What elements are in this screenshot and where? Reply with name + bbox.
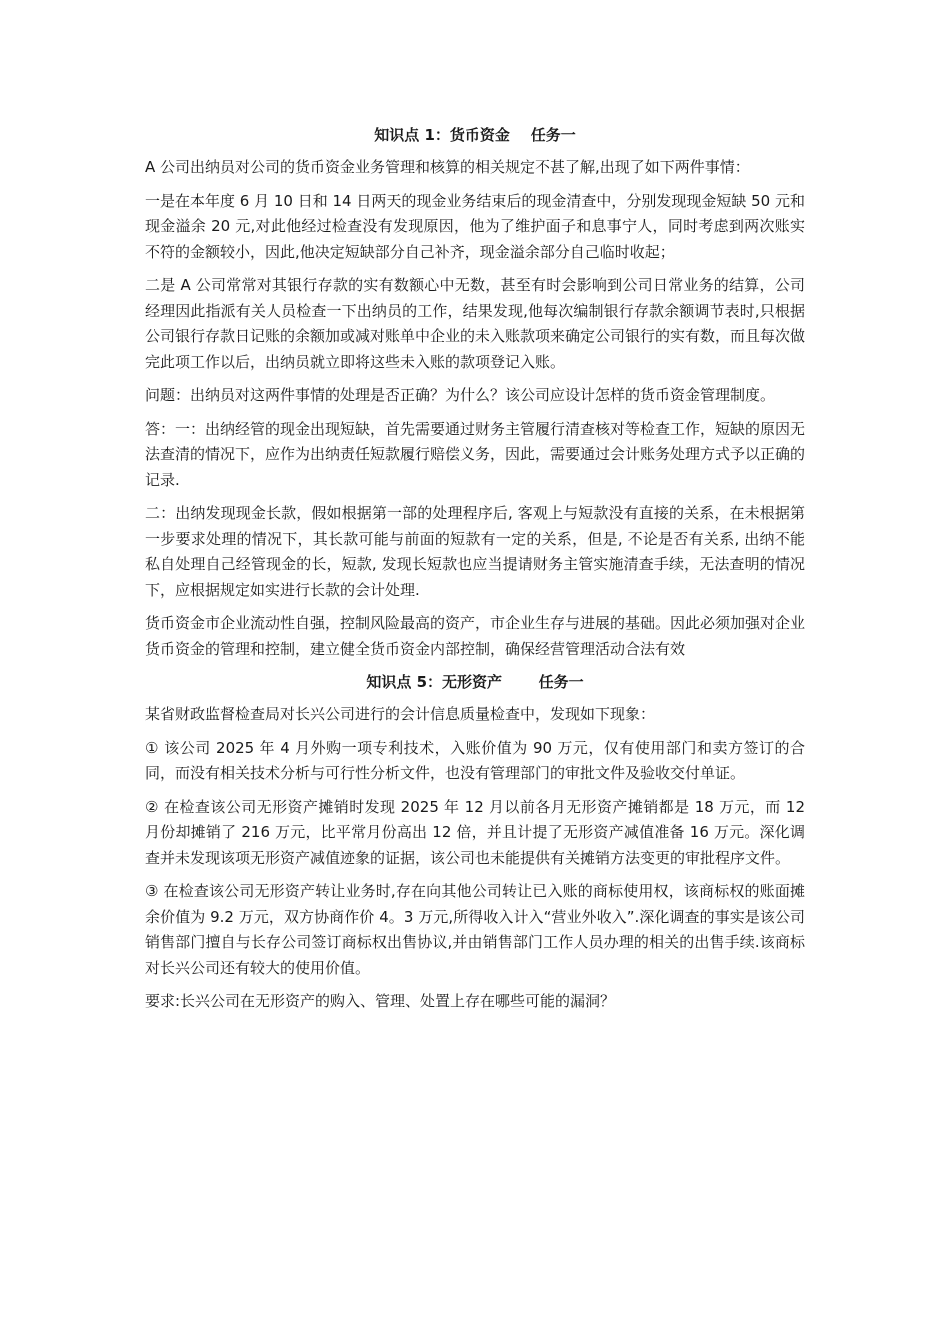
case-item-one: 一是在本年度 6 月 10 日和 14 日两天的现金业务结束后的现金清查中，分别发现现金短缺 50 元和现金溢余 20 元,对此他经过检查没有发现原因，他为了维护面子和息事宁人，同时考虑到两次账实不符的金额较小，因此,他决定短缺部分自己补齐，现金溢余部分自己临时收起； — [145, 191, 805, 261]
finding-three: ③ 在检查该公司无形资产转让业务时,存在向其他公司转让已入账的商标使用权，该商标权的账面摊余价值为 9.2 万元，双方协商作价 4。3 万元,所得收入计入“营业外收入”.深化调查的事实是该公司销售部门擅自与长存公司签订商标权出售协议,并由销售部门工作人员办理的相关的出售手续.该商标对长兴公司还有较大的使用价值。 — [145, 882, 805, 977]
section-heading-cash: 知识点 1：货币资金 任务一 — [374, 126, 576, 144]
question-paragraph: 问题：出纳员对这两件事情的处理是否正确？为什么？该公司应设计怎样的货币资金管理制度。 — [145, 386, 776, 404]
conclusion-paragraph: 货币资金市企业流动性自强，控制风险最高的资产，市企业生存与进展的基础。因此必须加强对企业货币资金的管理和控制，建立健全货币资金内部控制，确保经营管理活动合法有效 — [145, 614, 806, 658]
finding-one: ① 该公司 2025 年 4 月外购一项专利技术，入账价值为 90 万元，仅有使用部门和卖方签订的合同，而没有相关技术分析与可行性分析文件，也没有管理部门的审批文件及验收交付单证。 — [145, 738, 805, 782]
requirement-paragraph: 要求:长兴公司在无形资产的购入、管理、处置上存在哪些可能的漏洞？ — [145, 992, 616, 1010]
answer-part-two: 二：出纳发现现金长款，假如根据第一部的处理程序后, 客观上与短款没有直接的关系，在未根据第一步要求处理的情况下，其长款可能与前面的短款有一定的关系，但是, 不论是否有关系, 出纳不能私自处理自己经管现金的长，短款, 发现长短款也应当提请财务主管实施清查手续，无法查明的情况下，应根据规定如实进行长款的会计处理. — [145, 504, 805, 599]
section-heading-intangible: 知识点 5：无形资产 任务一 — [366, 673, 584, 691]
intro-paragraph: A 公司出纳员对公司的货币资金业务管理和核算的相关规定不甚了解,出现了如下两件事情： — [145, 158, 750, 176]
inspection-intro: 某省财政监督检查局对长兴公司进行的会计信息质量检查中，发现如下现象： — [145, 705, 656, 723]
answer-part-one: 答：一：出纳经管的现金出现短缺，首先需要通过财务主管履行清查核对等检查工作，短缺的原因无法查清的情况下，应作为出纳责任短款履行赔偿义务，因此，需要通过会计账务处理方式予以正确的记录. — [145, 419, 806, 489]
case-item-two: 二是 A 公司常常对其银行存款的实有数额心中无数，甚至有时会影响到公司日常业务的结算，公司经理因此指派有关人员检查一下出纳员的工作，结果发现,他每次编制银行存款余额调节表时,只根据公司银行存款日记账的余额加或减对账单中企业的未入账款项来确定公司银行的实有数，而且每次做完此项工作以后，出纳员就立即将这些未入账的款项登记入账。 — [145, 276, 806, 371]
document-page — [145, 123, 805, 1023]
finding-two: ② 在检查该公司无形资产摊销时发现 2025 年 12 月以前各月无形资产摊销都是 18 万元，而 12 月份却摊销了 216 万元，比平常月份高出 12 倍，并且计提了无形资产减值准备 16 万元。深化调查并未发现该项无形资产减值迹象的证据，该公司也未能提供有关摊销方法变更的审批程序文件。 — [145, 797, 805, 867]
